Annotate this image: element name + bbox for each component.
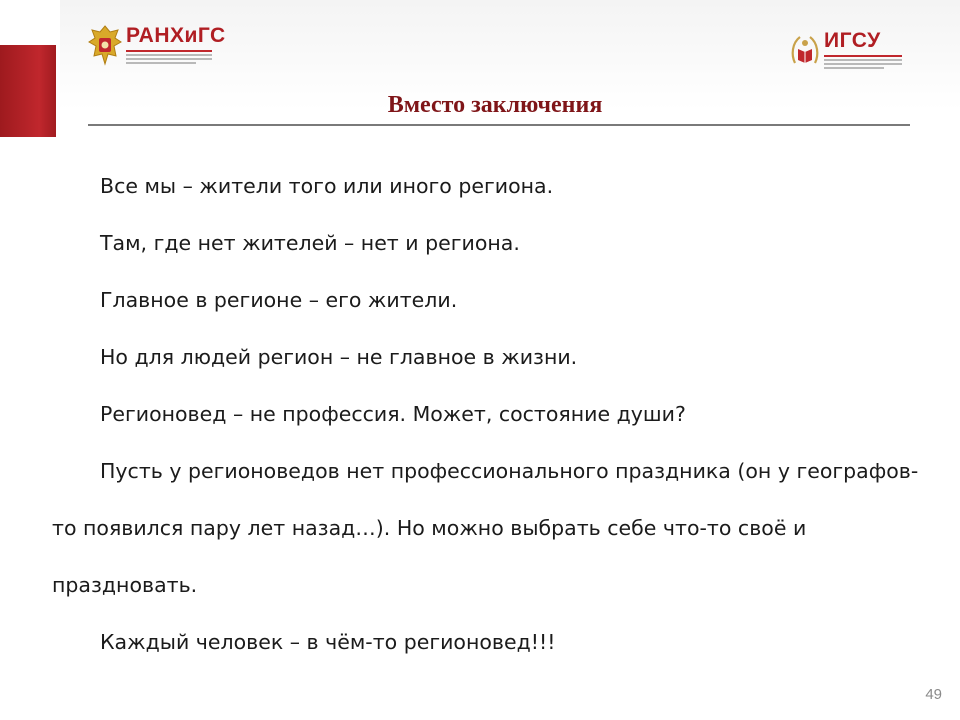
paragraph-3: Главное в регионе – его жители. (100, 288, 458, 312)
slide-title: Вместо заключения (387, 92, 603, 118)
igsu-logo-title: ИГСУ (824, 29, 881, 52)
page-number: 49 (925, 686, 942, 703)
ranepa-logo-title: РАНХиГС (126, 23, 226, 47)
paragraph-7: Каждый человек – в чём-то регионовед!!! (100, 630, 556, 654)
paragraph-1: Все мы – жители того или иного региона. (100, 174, 554, 198)
igsu-logo (790, 30, 902, 71)
paragraph-4: Но для людей регион – не главное в жизни. (100, 345, 578, 369)
red-accent-bar (0, 45, 56, 137)
paragraph-6: Пусть у регионоведов нет профессионального праздника (он у географов-то появился пару лет назад…). Но можно выбрать себе что-то своё и праздновать. (52, 459, 919, 597)
ranepa-logo (88, 24, 226, 66)
ranepa-eagle-emblem-icon (88, 24, 122, 66)
paragraph-2: Там, где нет жителей – нет и региона. (100, 231, 520, 255)
igsu-book-laurel-emblem-icon (790, 33, 820, 69)
slide-body (52, 158, 922, 671)
paragraph-5: Регионовед – не профессия. Может, состояние души? (100, 402, 686, 426)
igsu-logo-subtitle-lines (824, 55, 902, 71)
title-divider (88, 124, 910, 126)
ranepa-logo-subtitle-lines (126, 50, 226, 66)
